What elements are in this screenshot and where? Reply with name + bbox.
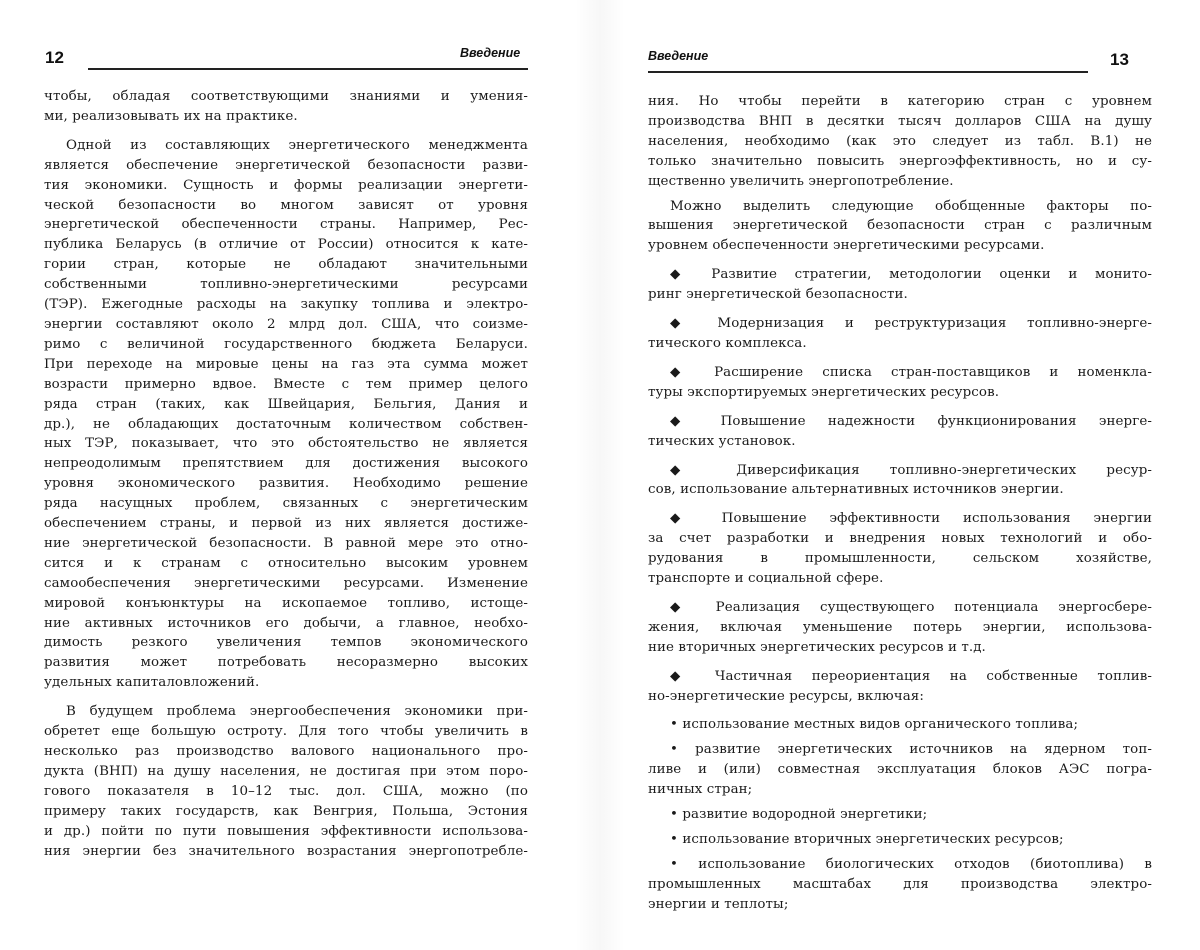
text-line: производства ВНП в десятки тысяч долларов США на душу: [648, 113, 1152, 129]
text-line: ние активных источников его добычи, а главное, необхо-: [44, 615, 528, 631]
text-line: (ТЭР). Ежегодные расходы на закупку топлива и электро-: [44, 297, 528, 313]
text-line: ◆ Диверсификация топливно-энергетических ресур-: [670, 462, 1152, 478]
text-line: гового показателя в 10–12 тыс. дол. США, можно (по: [44, 783, 528, 799]
text-line: сится и к странам с относительно высоким уровнем: [44, 555, 528, 571]
text-line: ми, реализовывать их на практике.: [44, 108, 298, 124]
text-line: собственными топливно-энергетическими ресурсами: [44, 277, 528, 293]
page-number: 13: [1110, 50, 1129, 69]
text-line: ◆ Модернизация и реструктуризация топливно-энерге-: [670, 316, 1152, 332]
text-line: обретет еще большую остроту. Для того чтобы увеличить в: [44, 724, 528, 740]
page-body-text: [648, 92, 1152, 915]
text-line: • использование биологических отходов (биотоплива) в: [670, 856, 1152, 872]
text-line: мировой конъюнктуры на ископаемое топливо, истоще-: [44, 595, 528, 611]
text-line: • развитие энергетических источников на ядерном топ-: [670, 742, 1152, 758]
text-line: ринг энергетической безопасности.: [648, 287, 908, 303]
text-line: ◆ Частичная переориентация на собственные топлив-: [670, 668, 1152, 684]
text-line: ных ТЭР, показывает, что это обстоятельство не является: [44, 436, 528, 452]
text-line: энергии составляют около 2 млрд дол. США, что соизме-: [44, 316, 528, 332]
text-line: только значительно повысить энергоэффективность, но и су-: [648, 153, 1152, 169]
text-line: но-энергетические ресурсы, включая:: [648, 688, 924, 704]
text-line: вышения энергетической безопасности стран с различным: [648, 218, 1152, 234]
header-rule: [88, 68, 528, 70]
text-line: ничных стран;: [648, 782, 753, 798]
text-line: развития может потребовать несоразмерно высоких: [44, 655, 528, 671]
page-number: 12: [45, 48, 64, 67]
text-line: Одной из составляющих энергетического менеджмента: [66, 137, 528, 153]
text-line: самообеспечения энергетическими ресурсами. Изменение: [44, 575, 528, 591]
right-page: [620, 0, 1200, 950]
text-line: тия экономики. Сущность и формы реализации энергети-: [44, 177, 528, 193]
text-line: др.), не обладающих достаточным количеством собствен-: [44, 416, 528, 432]
running-head: Введение: [648, 49, 709, 63]
text-line: ◆ Повышение эффективности использования энергии: [670, 511, 1152, 527]
text-line: ние энергетической безопасности. В равной мере это отно-: [44, 535, 528, 551]
text-line: жения, включая уменьшение потерь энергии, использова-: [648, 619, 1152, 635]
text-line: удельных капиталовложений.: [44, 675, 260, 691]
text-line: ◆ Реализация существующего потенциала энергосбере-: [670, 599, 1152, 615]
text-line: примеру таких государств, как Венгрия, Польша, Эстония: [44, 803, 528, 819]
text-line: публика Беларусь (в отличие от России) относится к кате-: [44, 237, 528, 253]
text-line: тического комплекса.: [648, 335, 807, 351]
text-line: При переходе на мировые цены на газ эта сумма может: [44, 356, 528, 372]
text-line: чтобы, обладая соответствующими знаниями и умения-: [44, 89, 528, 104]
page-body-text: [44, 87, 528, 861]
text-line: Можно выделить следующие обобщенные факторы по-: [670, 198, 1152, 214]
text-line: несколько раз производство валового национального про-: [44, 744, 528, 759]
text-line: ливе и (или) совместная эксплуатация блоков АЭС погра-: [648, 762, 1152, 778]
text-line: ния энергии без значительного возрастания энергопотребле-: [44, 843, 528, 859]
left-page: [0, 0, 580, 950]
text-line: обеспечением страны, и первой из них является достиже-: [44, 516, 528, 532]
text-line: уровнем обеспеченности энергетическими ресурсами.: [648, 238, 1045, 254]
text-line: населения, необходимо (как это следует из табл. В.1) не: [648, 133, 1152, 149]
text-line: ние вторичных энергетических ресурсов и т.д.: [648, 639, 986, 655]
text-line: дукта (ВНП) на душу населения, не достигая при этом поро-: [44, 763, 528, 779]
text-line: ряда стран (таких, как Швейцария, Бельгия, Дания и: [44, 396, 528, 412]
text-line: тических установок.: [648, 433, 796, 449]
text-line: энергетической обеспеченности страны. Например, Рес-: [44, 217, 528, 233]
book-gutter: [575, 0, 625, 950]
text-line: рудования в промышленности, сельском хозяйстве,: [648, 551, 1152, 567]
text-line: • использование вторичных энергетических ресурсов;: [670, 832, 1064, 847]
text-line: ряда насущных проблем, связанных с энергетическим: [44, 496, 528, 512]
text-line: туры экспортируемых энергетических ресурсов.: [648, 384, 1000, 400]
text-line: • использование местных видов органического топлива;: [670, 717, 1079, 733]
text-line: возрасти примерно вдвое. Вместе с тем пример целого: [44, 376, 528, 392]
text-line: транспорте и социальной сфере.: [648, 571, 884, 587]
text-line: ческой безопасности во многом зависят от уровня: [44, 197, 528, 213]
text-line: является обеспечение энергетической безопасности разви-: [44, 157, 528, 173]
text-line: и др.) пойти по пути повышения эффективности использова-: [44, 823, 528, 839]
text-line: ◆ Расширение списка стран-поставщиков и номенкла-: [670, 364, 1152, 380]
text-line: уровня экономического развития. Необходимо решение: [44, 476, 528, 492]
text-line: за счет разработки и внедрения новых технологий и обо-: [648, 531, 1152, 547]
text-line: димость резкого увеличения темпов экономического: [44, 635, 528, 651]
header-rule: [648, 71, 1088, 73]
text-line: римо с величиной государственного бюджета Беларуси.: [44, 336, 528, 352]
running-head: Введение: [460, 46, 521, 60]
text-line: ния. Но чтобы перейти в категорию стран с уровнем: [648, 94, 1152, 109]
text-line: непреодолимым препятствием для достижения высокого: [44, 456, 528, 472]
text-line: промышленных масштабах для производства электро-: [648, 876, 1152, 892]
text-line: В будущем проблема энергообеспечения экономики при-: [66, 704, 528, 720]
text-line: энергии и теплоты;: [648, 896, 789, 912]
text-line: гории стран, которые не обладают значительными: [44, 257, 528, 273]
text-line: ◆ Повышение надежности функционирования энерге-: [670, 413, 1152, 429]
text-line: ◆ Развитие стратегии, методологии оценки и монито-: [670, 267, 1152, 283]
text-line: • развитие водородной энергетики;: [670, 807, 928, 823]
text-line: щественно увеличить энергопотребление.: [648, 173, 954, 189]
text-line: сов, использование альтернативных источников энергии.: [648, 482, 1064, 498]
